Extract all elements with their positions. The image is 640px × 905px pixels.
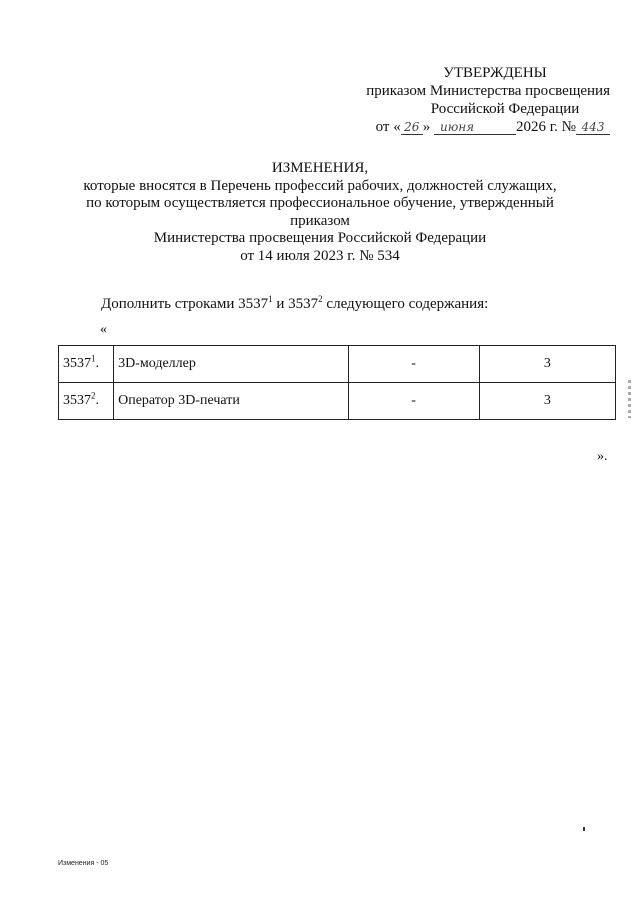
approval-date-line	[360, 118, 610, 136]
row-profession-name: 3D-моделлер	[114, 346, 348, 383]
row-code: 3537	[63, 356, 91, 371]
date-prefix: от «	[375, 119, 401, 135]
row-code: 3537	[63, 393, 91, 408]
title-line-3: по которым осуществляется профессиональное обучение, утвержденный приказом	[86, 195, 554, 229]
approval-federation-line: Российской Федерации	[430, 101, 580, 117]
row-code-suffix: .	[95, 393, 99, 408]
handwritten-order-number: 443	[576, 120, 610, 135]
row-col3-value: -	[348, 383, 479, 420]
row-code-sup: 1	[91, 353, 96, 364]
title-line-4: Министерства просвещения Российской Федерации	[153, 230, 487, 246]
scan-speck	[583, 827, 585, 831]
table-row	[59, 383, 616, 420]
handwritten-day: 26	[401, 120, 423, 135]
approval-ministry-line: приказом Министерства просвещения	[366, 83, 610, 99]
intro-text-2: и 3537	[272, 296, 319, 312]
row-code-suffix: .	[95, 356, 99, 371]
opening-quote: «	[100, 322, 107, 337]
row-col4-value: 3	[479, 346, 615, 383]
row-code-sup: 2	[91, 390, 96, 401]
intro-paragraph	[101, 295, 581, 313]
row-col4-value: 3	[479, 383, 615, 420]
title-line-5: от 14 июля 2023 г. № 534	[240, 247, 400, 264]
table-row	[59, 346, 616, 383]
page-footer: Изменения - 05	[58, 860, 109, 867]
approval-stamp	[360, 64, 610, 136]
professions-table	[58, 345, 616, 420]
handwritten-month: июня	[434, 120, 516, 135]
row-code-cell	[59, 346, 114, 383]
intro-text-3: следующего содержания:	[322, 296, 489, 312]
scan-edge-mark	[628, 380, 631, 418]
intro-sup-2: 2	[318, 294, 323, 304]
row-profession-name: Оператор 3D-печати	[114, 383, 348, 420]
closing-quote: ».	[597, 449, 608, 464]
intro-text-1: Дополнить строками 3537	[101, 296, 269, 312]
intro-sup-1: 1	[268, 294, 273, 304]
title-heading: ИЗМЕНЕНИЯ,	[271, 160, 369, 176]
row-code-cell	[59, 383, 114, 420]
document-title	[60, 160, 580, 265]
date-year: 2026 г. №	[515, 119, 576, 135]
row-col3-value: -	[348, 346, 479, 383]
approval-heading: УТВЕРЖДЕНЫ	[443, 65, 547, 81]
title-line-2: которые вносятся в Перечень профессий рабочих, должностей служащих,	[83, 177, 557, 194]
date-mid: »	[422, 119, 431, 135]
